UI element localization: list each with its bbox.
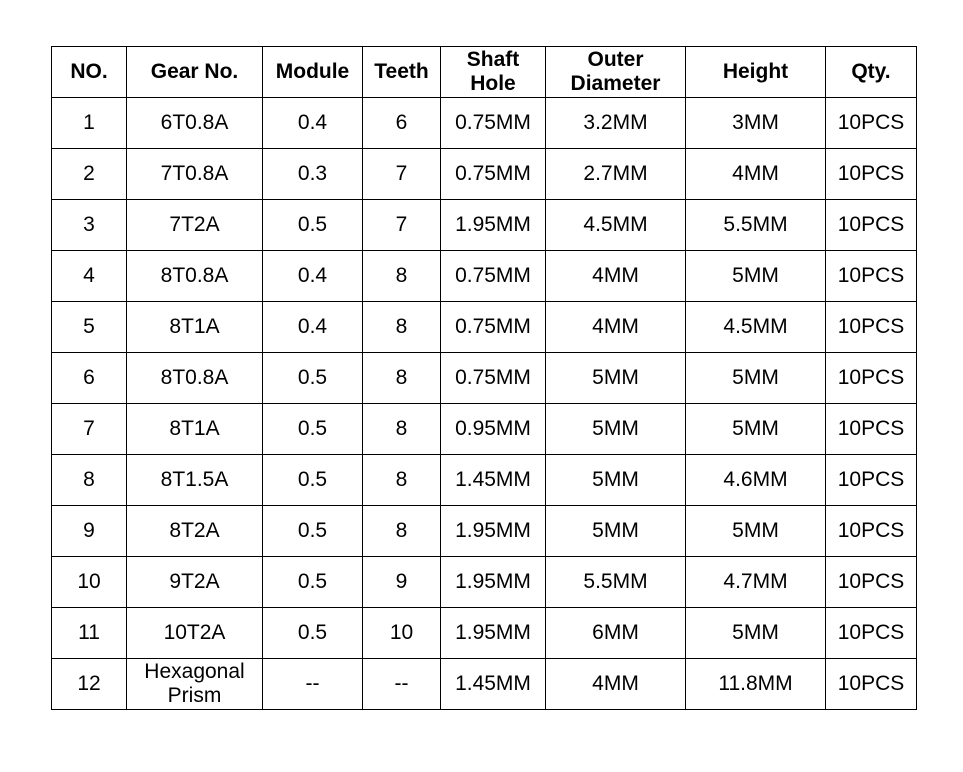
cell-no-text: 3 xyxy=(83,213,95,236)
cell-teeth xyxy=(363,200,441,251)
cell-outer-diameter-text: 4MM xyxy=(592,315,639,338)
cell-shaft-hole-text: 1.95MM xyxy=(455,213,531,236)
header-outer-diameter-text: Diameter xyxy=(570,72,661,95)
cell-shaft-hole-text: 1.95MM xyxy=(455,621,531,644)
cell-shaft-hole xyxy=(441,302,546,353)
cell-gear-no-text: 8T0.8A xyxy=(160,366,229,389)
cell-module-text: 0.4 xyxy=(297,111,328,134)
cell-shaft-hole xyxy=(441,200,546,251)
cell-height-text: 4MM xyxy=(732,162,779,185)
cell-module-text: 0.5 xyxy=(297,213,328,236)
cell-qty-text: 10PCS xyxy=(837,162,905,185)
cell-teeth xyxy=(363,455,441,506)
cell-outer-diameter-text: 5MM xyxy=(592,417,639,440)
cell-module-text: 0.5 xyxy=(297,366,328,389)
cell-gear-no xyxy=(127,608,263,659)
gear-spec-table xyxy=(51,46,917,710)
cell-teeth-text: 8 xyxy=(395,264,408,287)
cell-qty xyxy=(826,455,917,506)
cell-module-text: 0.5 xyxy=(297,519,328,542)
cell-shaft-hole-text: 0.75MM xyxy=(455,315,531,338)
cell-qty-text: 10PCS xyxy=(837,315,905,338)
cell-no-text: 1 xyxy=(83,111,95,134)
cell-height-text: 5MM xyxy=(732,621,779,644)
cell-height xyxy=(686,251,826,302)
cell-teeth xyxy=(363,506,441,557)
cell-shaft-hole-text: 0.75MM xyxy=(455,162,531,185)
cell-teeth xyxy=(363,608,441,659)
cell-shaft-hole-text: 0.75MM xyxy=(455,264,531,287)
header-shaft-hole xyxy=(441,47,546,98)
table-row xyxy=(52,455,917,506)
cell-teeth-text: 7 xyxy=(395,162,408,185)
cell-teeth-text: 10 xyxy=(389,621,414,644)
cell-shaft-hole xyxy=(441,404,546,455)
cell-gear-no-text: 9T2A xyxy=(169,570,220,593)
cell-module-text: 0.5 xyxy=(297,417,328,440)
cell-height xyxy=(686,98,826,149)
header-outer-diameter-text: Outer xyxy=(587,48,644,71)
header-height-text: Height xyxy=(722,60,789,83)
cell-height xyxy=(686,608,826,659)
cell-module-text: 0.5 xyxy=(297,570,328,593)
cell-outer-diameter xyxy=(546,200,686,251)
cell-no xyxy=(52,659,127,710)
cell-teeth xyxy=(363,353,441,404)
cell-module-text: 0.4 xyxy=(297,264,328,287)
cell-module-text: 0.4 xyxy=(297,315,328,338)
cell-height xyxy=(686,149,826,200)
cell-module xyxy=(263,455,363,506)
cell-module-text: 0.5 xyxy=(297,468,328,491)
cell-teeth-text: 8 xyxy=(395,417,408,440)
cell-teeth-text: 8 xyxy=(395,366,408,389)
cell-height-text: 5MM xyxy=(732,264,779,287)
cell-gear-no-text: Hexagonal xyxy=(144,660,245,683)
cell-qty xyxy=(826,98,917,149)
cell-teeth-text: -- xyxy=(394,672,409,695)
header-outer-diameter xyxy=(546,47,686,98)
cell-no-text: 10 xyxy=(77,570,101,593)
cell-shaft-hole-text: 1.45MM xyxy=(455,672,531,695)
cell-shaft-hole-text: 0.95MM xyxy=(455,417,531,440)
cell-qty-text: 10PCS xyxy=(837,366,905,389)
cell-gear-no xyxy=(127,251,263,302)
cell-outer-diameter xyxy=(546,557,686,608)
cell-qty xyxy=(826,200,917,251)
cell-height-text: 4.6MM xyxy=(723,468,788,491)
cell-shaft-hole xyxy=(441,506,546,557)
cell-height xyxy=(686,404,826,455)
table-row xyxy=(52,200,917,251)
cell-module xyxy=(263,404,363,455)
cell-qty-text: 10PCS xyxy=(837,468,905,491)
cell-no-text: 8 xyxy=(83,468,95,491)
cell-module xyxy=(263,149,363,200)
cell-no xyxy=(52,251,127,302)
cell-qty-text: 10PCS xyxy=(837,264,905,287)
cell-gear-no-text: 7T2A xyxy=(169,213,220,236)
cell-height xyxy=(686,200,826,251)
cell-qty xyxy=(826,557,917,608)
table-row xyxy=(52,149,917,200)
cell-no-text: 7 xyxy=(83,417,95,440)
cell-shaft-hole-text: 1.45MM xyxy=(455,468,531,491)
cell-module xyxy=(263,608,363,659)
cell-outer-diameter-text: 3.2MM xyxy=(583,111,648,134)
cell-shaft-hole xyxy=(441,98,546,149)
cell-gear-no-text: 7T0.8A xyxy=(160,162,229,185)
cell-no-text: 12 xyxy=(77,672,101,695)
cell-no xyxy=(52,200,127,251)
header-gear-no-text: Gear No. xyxy=(150,60,239,83)
cell-height-text: 5MM xyxy=(732,366,779,389)
cell-gear-no xyxy=(127,98,263,149)
cell-height-text: 3MM xyxy=(732,111,779,134)
header-row xyxy=(52,47,917,98)
cell-teeth-text: 9 xyxy=(395,570,408,593)
cell-gear-no-text: 8T1A xyxy=(169,315,220,338)
cell-height-text: 5MM xyxy=(732,417,779,440)
cell-shaft-hole-text: 0.75MM xyxy=(455,366,531,389)
cell-module xyxy=(263,659,363,710)
cell-qty xyxy=(826,659,917,710)
cell-qty xyxy=(826,608,917,659)
header-qty xyxy=(826,47,917,98)
cell-no xyxy=(52,404,127,455)
header-shaft-hole-text: Hole xyxy=(470,72,516,95)
cell-teeth-text: 7 xyxy=(395,213,408,236)
cell-teeth-text: 8 xyxy=(395,468,408,491)
cell-gear-no-text: 6T0.8A xyxy=(160,111,229,134)
table-row xyxy=(52,98,917,149)
cell-outer-diameter xyxy=(546,404,686,455)
cell-teeth xyxy=(363,302,441,353)
cell-no xyxy=(52,557,127,608)
cell-qty xyxy=(826,302,917,353)
cell-height xyxy=(686,557,826,608)
cell-no-text: 5 xyxy=(83,315,95,338)
cell-teeth-text: 6 xyxy=(395,111,408,134)
cell-shaft-hole-text: 1.95MM xyxy=(455,570,531,593)
cell-teeth-text: 8 xyxy=(395,315,408,338)
header-no xyxy=(52,47,127,98)
table-row xyxy=(52,608,917,659)
cell-outer-diameter xyxy=(546,608,686,659)
cell-outer-diameter-text: 6MM xyxy=(592,621,639,644)
cell-no xyxy=(52,149,127,200)
cell-no xyxy=(52,98,127,149)
header-shaft-hole-text: Shaft xyxy=(466,48,520,71)
cell-outer-diameter xyxy=(546,98,686,149)
cell-shaft-hole xyxy=(441,659,546,710)
cell-gear-no xyxy=(127,455,263,506)
cell-shaft-hole xyxy=(441,557,546,608)
cell-shaft-hole xyxy=(441,149,546,200)
cell-height-text: 5MM xyxy=(732,519,779,542)
cell-height xyxy=(686,455,826,506)
cell-qty-text: 10PCS xyxy=(837,111,905,134)
cell-qty xyxy=(826,404,917,455)
header-module-text: Module xyxy=(275,60,350,83)
table-row xyxy=(52,659,917,710)
cell-module xyxy=(263,251,363,302)
table-row xyxy=(52,506,917,557)
cell-height xyxy=(686,302,826,353)
cell-height-text: 4.5MM xyxy=(723,315,788,338)
cell-gear-no xyxy=(127,557,263,608)
cell-gear-no xyxy=(127,659,263,710)
table-header xyxy=(52,47,917,98)
cell-gear-no-text: 8T0.8A xyxy=(160,264,229,287)
cell-outer-diameter xyxy=(546,251,686,302)
cell-outer-diameter-text: 4MM xyxy=(592,672,639,695)
cell-no xyxy=(52,608,127,659)
cell-qty xyxy=(826,149,917,200)
cell-teeth xyxy=(363,251,441,302)
cell-gear-no xyxy=(127,302,263,353)
cell-qty-text: 10PCS xyxy=(837,213,905,236)
cell-height xyxy=(686,659,826,710)
cell-outer-diameter-text: 5MM xyxy=(592,366,639,389)
cell-shaft-hole-text: 0.75MM xyxy=(455,111,531,134)
cell-no-text: 2 xyxy=(83,162,95,185)
cell-module xyxy=(263,353,363,404)
cell-no xyxy=(52,353,127,404)
header-no-text: NO. xyxy=(70,60,108,83)
cell-module xyxy=(263,200,363,251)
cell-no-text: 6 xyxy=(83,366,95,389)
cell-gear-no xyxy=(127,404,263,455)
cell-qty-text: 10PCS xyxy=(837,519,905,542)
cell-outer-diameter-text: 5.5MM xyxy=(583,570,648,593)
cell-height-text: 5.5MM xyxy=(723,213,788,236)
cell-gear-no-text: 8T1.5A xyxy=(160,468,229,491)
cell-gear-no-text: 8T2A xyxy=(169,519,220,542)
header-teeth-text: Teeth xyxy=(374,60,429,83)
table-row xyxy=(52,404,917,455)
cell-module-text: 0.5 xyxy=(297,621,328,644)
cell-no xyxy=(52,455,127,506)
cell-no xyxy=(52,302,127,353)
cell-qty xyxy=(826,251,917,302)
cell-gear-no xyxy=(127,353,263,404)
table-row xyxy=(52,251,917,302)
cell-teeth xyxy=(363,659,441,710)
cell-module xyxy=(263,506,363,557)
cell-qty-text: 10PCS xyxy=(837,570,905,593)
cell-shaft-hole xyxy=(441,455,546,506)
cell-gear-no xyxy=(127,200,263,251)
cell-height xyxy=(686,506,826,557)
table-row xyxy=(52,353,917,404)
cell-qty-text: 10PCS xyxy=(837,621,905,644)
cell-outer-diameter xyxy=(546,302,686,353)
cell-outer-diameter-text: 5MM xyxy=(592,468,639,491)
header-teeth xyxy=(363,47,441,98)
cell-teeth xyxy=(363,149,441,200)
cell-module xyxy=(263,98,363,149)
cell-height xyxy=(686,353,826,404)
cell-outer-diameter xyxy=(546,149,686,200)
header-qty-text: Qty. xyxy=(851,60,891,83)
cell-outer-diameter xyxy=(546,353,686,404)
cell-qty-text: 10PCS xyxy=(837,417,905,440)
cell-outer-diameter-text: 4.5MM xyxy=(583,213,648,236)
table-body xyxy=(52,98,917,710)
cell-shaft-hole xyxy=(441,353,546,404)
table-row xyxy=(52,557,917,608)
cell-gear-no xyxy=(127,506,263,557)
cell-teeth xyxy=(363,98,441,149)
cell-outer-diameter xyxy=(546,659,686,710)
cell-gear-no-text: Prism xyxy=(167,684,222,707)
cell-gear-no-text: 8T1A xyxy=(169,417,220,440)
cell-qty-text: 10PCS xyxy=(837,672,905,695)
header-gear-no xyxy=(127,47,263,98)
cell-no xyxy=(52,506,127,557)
cell-teeth-text: 8 xyxy=(395,519,408,542)
cell-outer-diameter-text: 4MM xyxy=(592,264,639,287)
cell-no-text: 11 xyxy=(78,621,100,644)
cell-module xyxy=(263,557,363,608)
header-module xyxy=(263,47,363,98)
cell-shaft-hole xyxy=(441,251,546,302)
cell-shaft-hole xyxy=(441,608,546,659)
table-row xyxy=(52,302,917,353)
cell-module-text: 0.3 xyxy=(297,162,328,185)
cell-outer-diameter xyxy=(546,455,686,506)
cell-module xyxy=(263,302,363,353)
cell-no-text: 9 xyxy=(83,519,95,542)
cell-gear-no xyxy=(127,149,263,200)
cell-outer-diameter xyxy=(546,506,686,557)
cell-teeth xyxy=(363,557,441,608)
cell-outer-diameter-text: 2.7MM xyxy=(583,162,648,185)
cell-outer-diameter-text: 5MM xyxy=(592,519,639,542)
cell-no-text: 4 xyxy=(83,264,95,287)
cell-teeth xyxy=(363,404,441,455)
cell-qty xyxy=(826,506,917,557)
header-height xyxy=(686,47,826,98)
cell-gear-no-text: 10T2A xyxy=(163,621,226,644)
cell-module-text: -- xyxy=(305,672,320,695)
cell-height-text: 11.8MM xyxy=(718,672,793,695)
cell-qty xyxy=(826,353,917,404)
cell-height-text: 4.7MM xyxy=(723,570,788,593)
cell-shaft-hole-text: 1.95MM xyxy=(455,519,531,542)
